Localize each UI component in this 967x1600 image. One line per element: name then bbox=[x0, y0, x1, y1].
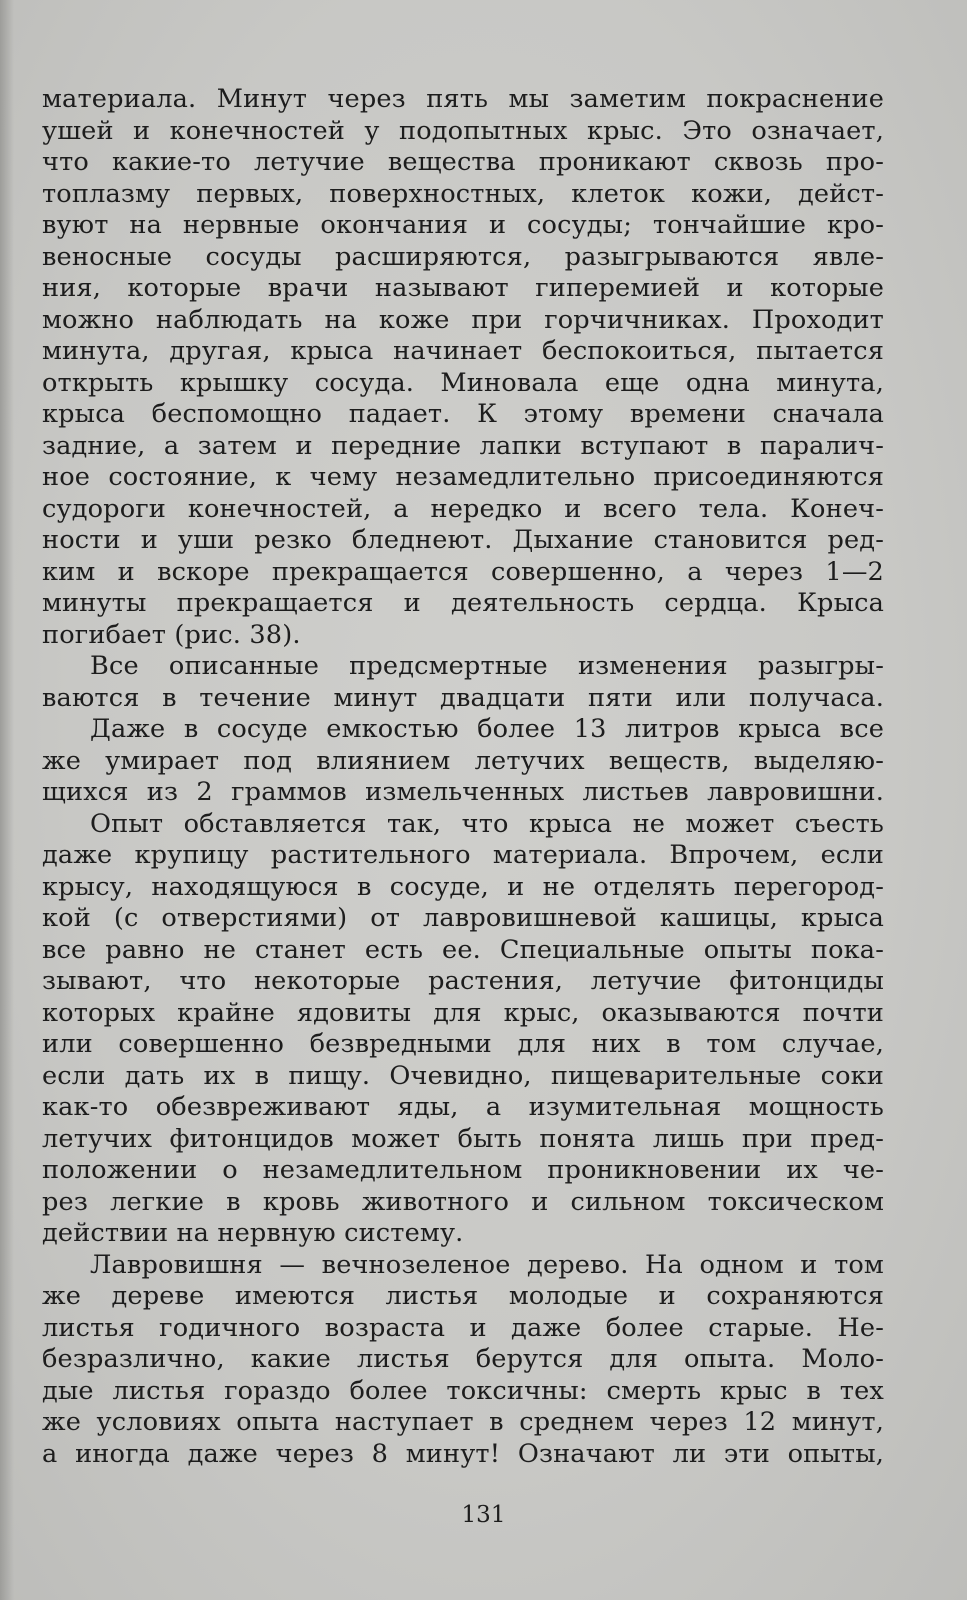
text-line: кой (с отверстиями) от лавровишневой кашицы, крыса bbox=[42, 903, 884, 933]
paragraph-start-line: Опыт обставляется так, что крыса не может съесть bbox=[90, 808, 884, 839]
page-gutter-shadow bbox=[0, 0, 14, 1600]
text-line: или совершенно безвредными для них в том случае, bbox=[42, 1029, 884, 1059]
text-line: действии на нервную систему. bbox=[42, 1218, 464, 1248]
paragraph-start-line: Даже в сосуде емкостью более 13 литров крыса все bbox=[90, 714, 884, 744]
text-line: зывают, что некоторые растения, летучие фитонциды bbox=[42, 966, 884, 996]
text-line: ким и вскоре прекращается совершенно, а через 1—2 bbox=[42, 556, 884, 587]
text-line: ное состояние, к чему незамедлительно присоединяются bbox=[42, 462, 884, 492]
text-line: которых крайне ядовиты для крыс, оказываются почти bbox=[42, 997, 884, 1028]
body-text bbox=[42, 84, 884, 1470]
paragraph-start-line: Лавровишня — вечнозеленое дерево. На одном и том bbox=[90, 1249, 884, 1280]
page-number: 131 bbox=[461, 1502, 506, 1528]
text-line: положении о незамедлительном проникновении их че- bbox=[42, 1155, 884, 1185]
text-line: топлазму первых, поверхностных, клеток кожи, дейст- bbox=[42, 178, 884, 209]
text-line: минута, другая, крыса начинает беспокоиться, пытается bbox=[42, 336, 884, 366]
text-line: судороги конечностей, а нередко и всего тела. Конеч- bbox=[42, 493, 884, 524]
text-line: безразлично, какие листья берутся для опыта. Моло- bbox=[42, 1344, 884, 1374]
text-line: погибает (рис. 38). bbox=[42, 619, 301, 650]
text-line: крыса беспомощно падает. К этому времени сначала bbox=[42, 399, 884, 429]
text-line: дые листья гораздо более токсичны: смерть крыс в тех bbox=[42, 1375, 884, 1406]
text-line: вуют на нервные окончания и сосуды; тончайшие кро- bbox=[42, 210, 884, 240]
text-line: открыть крышку сосуда. Миновала еще одна минута, bbox=[42, 367, 884, 398]
text-line: ваются в течение минут двадцати пяти или получаса. bbox=[42, 682, 884, 713]
text-line: щихся из 2 граммов измельченных листьев лавровишни. bbox=[42, 777, 884, 807]
text-line: крысу, находящуюся в сосуде, и не отделять перегород- bbox=[42, 871, 884, 902]
paragraph-start-line: Все описанные предсмертные изменения разыгры- bbox=[90, 651, 884, 681]
text-line: задние, а затем и передние лапки вступают в паралич- bbox=[42, 430, 884, 461]
text-line: же условиях опыта наступает в среднем через 12 минут, bbox=[42, 1407, 884, 1437]
text-line: минуты прекращается и деятельность сердца. Крыса bbox=[42, 588, 884, 618]
text-line: рез легкие в кровь животного и сильном токсическом bbox=[42, 1186, 884, 1217]
text-line: даже крупицу растительного материала. Впрочем, если bbox=[42, 840, 884, 870]
text-line: веносные сосуды расширяются, разыгрываются явле- bbox=[42, 241, 884, 272]
text-line: ушей и конечностей у подопытных крыс. Это означает, bbox=[42, 115, 884, 146]
text-line: же дереве имеются листья молодые и сохраняются bbox=[42, 1281, 884, 1311]
text-line: что какие-то летучие вещества проникают сквозь про- bbox=[42, 147, 884, 177]
text-line: ности и уши резко бледнеют. Дыхание становится ред- bbox=[42, 525, 884, 555]
text-line: материала. Минут через пять мы заметим покраснение bbox=[42, 84, 884, 114]
text-line: листья годичного возраста и даже более старые. Не- bbox=[42, 1312, 884, 1343]
text-line: все равно не станет есть ее. Специальные опыты пока- bbox=[42, 934, 884, 965]
text-line: можно наблюдать на коже при горчичниках. Проходит bbox=[42, 304, 884, 335]
text-line: как-то обезвреживают яды, а изумительная мощность bbox=[42, 1092, 884, 1122]
text-line: если дать их в пищу. Очевидно, пищеварительные соки bbox=[42, 1060, 884, 1091]
text-line: же умирает под влиянием летучих веществ, выделяю- bbox=[42, 745, 884, 776]
text-line: а иногда даже через 8 минут! Означают ли эти опыты, bbox=[42, 1438, 884, 1469]
text-line: летучих фитонцидов может быть понята лишь при пред- bbox=[42, 1123, 884, 1154]
text-line: ния, которые врачи называют гиперемией и которые bbox=[42, 273, 884, 303]
